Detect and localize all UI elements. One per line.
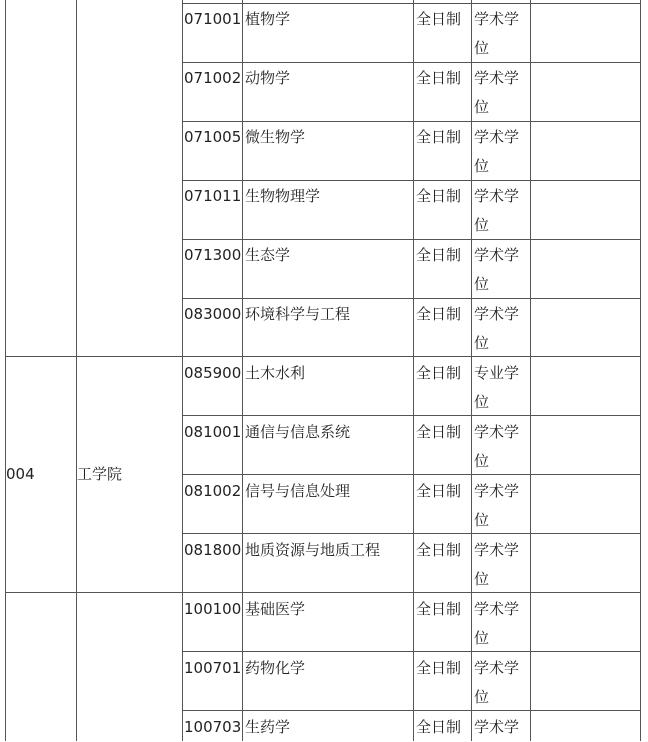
column-divider [76, 0, 77, 741]
program-code: 100703 [184, 718, 242, 736]
study-mode: 全日制 [416, 246, 462, 264]
program-name: 微生物学 [245, 128, 306, 146]
row-divider [182, 121, 641, 122]
table-border-right [640, 0, 641, 741]
department-divider [5, 592, 641, 593]
program-code: 081800 [184, 541, 242, 559]
program-code: 100100 [184, 600, 242, 618]
degree-type: 学术学位 [474, 659, 520, 706]
program-name: 生态学 [245, 246, 291, 264]
column-divider [530, 0, 531, 741]
row-divider [182, 533, 641, 534]
program-code: 081002 [184, 482, 242, 500]
department-name: 工学院 [77, 465, 123, 483]
program-code: 071001 [184, 10, 242, 28]
program-name: 地质资源与地质工程 [245, 541, 381, 559]
column-divider [413, 0, 414, 741]
program-code: 071300 [184, 246, 242, 264]
program-name: 环境科学与工程 [245, 305, 351, 323]
program-code: 071005 [184, 128, 242, 146]
study-mode: 全日制 [416, 128, 462, 146]
study-mode: 全日制 [416, 305, 462, 323]
degree-type: 学术学位 [474, 128, 520, 175]
degree-type: 学术学位 [474, 246, 520, 293]
degree-type: 学术学位 [474, 10, 520, 57]
table-border-left [5, 0, 6, 741]
degree-type: 学术学位 [474, 541, 520, 588]
study-mode: 全日制 [416, 10, 462, 28]
program-code: 081001 [184, 423, 242, 441]
program-code: 100701 [184, 659, 242, 677]
program-name: 植物学 [245, 10, 291, 28]
degree-type: 专业学位 [474, 364, 520, 411]
row-divider [182, 180, 641, 181]
program-name: 基础医学 [245, 600, 306, 618]
row-divider [182, 239, 641, 240]
column-divider [471, 0, 472, 741]
program-name: 信号与信息处理 [245, 482, 351, 500]
degree-type: 学术学位 [474, 423, 520, 470]
row-divider [182, 415, 641, 416]
row-divider [182, 3, 641, 4]
degree-type: 学术学位 [474, 482, 520, 529]
study-mode: 全日制 [416, 541, 462, 559]
program-name: 土木水利 [245, 364, 306, 382]
row-divider [182, 710, 641, 711]
row-divider [182, 474, 641, 475]
study-mode: 全日制 [416, 659, 462, 677]
column-divider [242, 0, 243, 741]
row-divider [182, 62, 641, 63]
program-code: 085900 [184, 364, 242, 382]
study-mode: 全日制 [416, 364, 462, 382]
study-mode: 全日制 [416, 718, 462, 736]
study-mode: 全日制 [416, 600, 462, 618]
study-mode: 全日制 [416, 482, 462, 500]
program-name: 药物化学 [245, 659, 306, 677]
row-divider [182, 651, 641, 652]
program-name: 生药学 [245, 718, 291, 736]
program-name: 生物物理学 [245, 187, 321, 205]
degree-type: 学术学位 [474, 305, 520, 352]
program-name: 动物学 [245, 69, 291, 87]
study-mode: 全日制 [416, 187, 462, 205]
row-divider [182, 298, 641, 299]
degree-type: 学术学位 [474, 187, 520, 234]
study-mode: 全日制 [416, 69, 462, 87]
degree-type: 学术学 [474, 718, 520, 736]
degree-type: 学术学位 [474, 69, 520, 116]
department-code: 004 [6, 465, 35, 483]
program-name: 通信与信息系统 [245, 423, 351, 441]
study-mode: 全日制 [416, 423, 462, 441]
program-code: 083000 [184, 305, 242, 323]
program-code: 071002 [184, 69, 242, 87]
degree-type: 学术学位 [474, 600, 520, 647]
column-divider [182, 0, 183, 741]
department-divider [5, 356, 641, 357]
program-code: 071011 [184, 187, 242, 205]
